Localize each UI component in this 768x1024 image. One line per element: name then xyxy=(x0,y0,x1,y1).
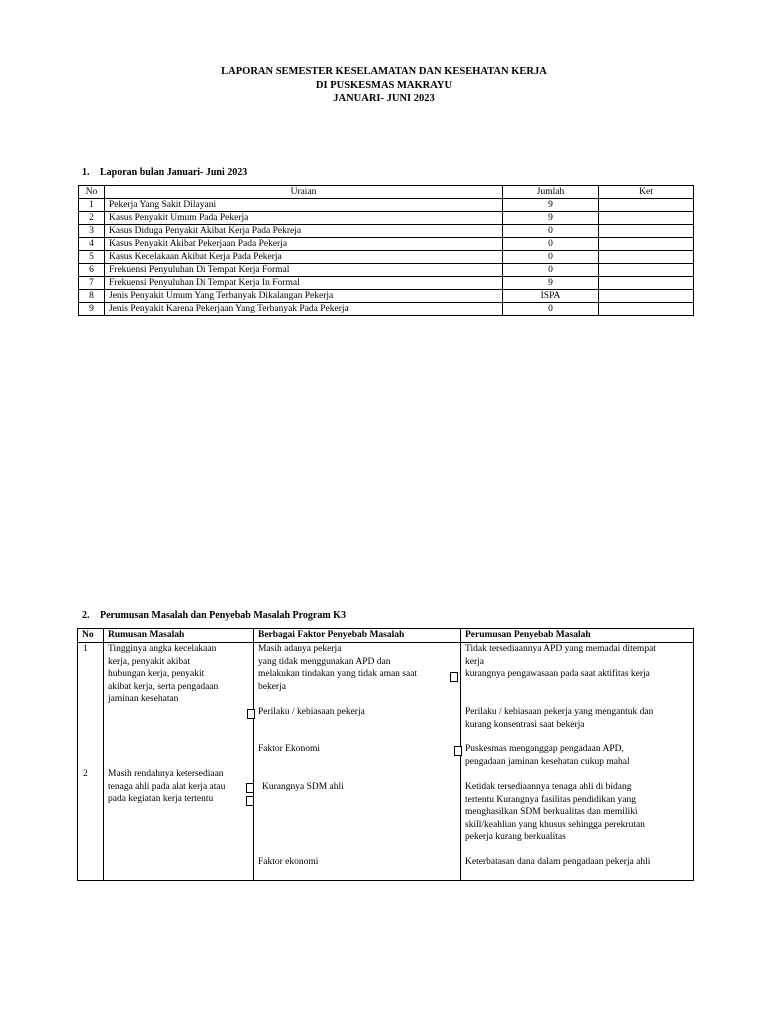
ket-cell xyxy=(599,238,694,251)
section-1-title: Laporan bulan Januari- Juni 2023 xyxy=(100,167,248,178)
uraian-cell: Jenis Penyakit Umum Yang Terbanyak Dikalangan Pekerja xyxy=(105,290,503,303)
col-header-no: No xyxy=(78,629,104,643)
row-number: 7 xyxy=(79,277,105,290)
table-row xyxy=(79,303,694,316)
checkbox-icon xyxy=(450,672,458,682)
jumlah-cell: 0 xyxy=(503,251,599,264)
table-row xyxy=(79,264,694,277)
perumusan-penyebab-3: Perilaku / kebiasaan pekerja yang mengantuk dan kurang konsentrasi saat bekerja xyxy=(465,707,654,730)
table-row xyxy=(79,251,694,264)
jumlah-cell: ISPA xyxy=(503,290,599,303)
faktor-penyebab-2: Perilaku / kebiasaan pekerja xyxy=(258,707,365,717)
row-number: 3 xyxy=(79,225,105,238)
table-row xyxy=(79,290,694,303)
jumlah-cell: 0 xyxy=(503,264,599,277)
table-header-row xyxy=(78,629,694,643)
ket-cell xyxy=(599,251,694,264)
no-cell xyxy=(78,643,104,881)
jumlah-cell: 0 xyxy=(503,303,599,316)
section-1-heading xyxy=(82,167,247,179)
ket-cell xyxy=(599,199,694,212)
ket-cell xyxy=(599,225,694,238)
col-header-faktor: Berbagai Faktor Penyebab Masalah xyxy=(254,629,461,643)
ket-cell xyxy=(599,303,694,316)
row-number-2: 2 xyxy=(83,769,88,779)
faktor-penyebab-4: Kurangnya SDM ahli xyxy=(262,782,344,792)
row-number: 2 xyxy=(79,212,105,225)
perumusan-penyebab-4: Puskesmas menganggap pengadaan APD, pengadaan jaminan kesehatan cukup mahal xyxy=(465,744,630,767)
uraian-cell: Frekuensi Penyuluhan Di Tempat Kerja Formal xyxy=(105,264,503,277)
faktor-penyebab-1: Masih adanya pekerja yang tidak menggunakan APD dan melakukan tindakan yang tidak aman saat bekerja xyxy=(258,644,418,692)
jumlah-cell: 0 xyxy=(503,238,599,251)
row-number: 6 xyxy=(79,264,105,277)
row-number: 1 xyxy=(79,199,105,212)
table-row xyxy=(79,199,694,212)
faktor-cell xyxy=(254,643,461,881)
jumlah-cell: 0 xyxy=(503,225,599,238)
problem-analysis-table xyxy=(77,628,694,881)
rumusan-cell xyxy=(104,643,254,881)
table-header-row xyxy=(79,186,694,199)
jumlah-cell: 9 xyxy=(503,199,599,212)
faktor-penyebab-3: Faktor Ekonomi xyxy=(258,744,321,754)
uraian-cell: Pekerja Yang Sakit Dilayani xyxy=(105,199,503,212)
ket-cell xyxy=(599,277,694,290)
title-line-2: DI PUSKESMAS MAKRAYU xyxy=(315,79,453,91)
col-header-penyebab: Perumusan Penyebab Masalah xyxy=(461,629,694,643)
jumlah-cell: 9 xyxy=(503,277,599,290)
section-2-heading xyxy=(82,610,346,622)
table-row xyxy=(79,277,694,290)
uraian-cell: Frekuensi Penyuluhan Di Tempat Kerja In Formal xyxy=(105,277,503,290)
monthly-report-table xyxy=(78,185,694,316)
row-number: 4 xyxy=(79,238,105,251)
uraian-cell: Jenis Penyakit Karena Pekerjaan Yang Terbanyak Pada Pekerja xyxy=(105,303,503,316)
col-header-no: No xyxy=(79,186,105,199)
row-number-1: 1 xyxy=(83,644,88,654)
report-title xyxy=(0,65,768,106)
col-header-rumusan: Rumusan Masalah xyxy=(104,629,254,643)
uraian-cell: Kasus Diduga Penyakit Akibat Kerja Pada Pekreja xyxy=(105,225,503,238)
perumusan-penyebab-1: Tidak tersediaannya APD yang memadai ditempat kerja xyxy=(465,644,656,667)
row-number: 9 xyxy=(79,303,105,316)
jumlah-cell: 9 xyxy=(503,212,599,225)
table-row xyxy=(78,643,694,881)
ket-cell xyxy=(599,290,694,303)
row-number: 5 xyxy=(79,251,105,264)
section-1-number: 1. xyxy=(82,167,90,178)
rumusan-masalah-1: Tingginya angka kecelakaan kerja, penyakit akibat hubungan kerja, penyakit akibat kerja, serta pengadaan jaminan kesehatan xyxy=(108,644,219,704)
title-line-1: LAPORAN SEMESTER KESELAMATAN DAN KESEHATAN KERJA xyxy=(221,66,547,77)
section-2-number: 2. xyxy=(82,610,90,621)
penyebab-cell xyxy=(461,643,694,881)
table-row xyxy=(79,225,694,238)
section-2-title: Perumusan Masalah dan Penyebab Masalah Program K3 xyxy=(100,610,346,621)
perumusan-penyebab-2: kurangnya pengawasaan pada saat aktifitas kerja xyxy=(465,669,650,679)
col-header-ket: Ket xyxy=(599,186,694,199)
table-row xyxy=(79,212,694,225)
ket-cell xyxy=(599,264,694,277)
uraian-cell: Kasus Kecelakaan Akibat Kerja Pada Pekerja xyxy=(105,251,503,264)
title-line-3: JANUARI- JUNI 2023 xyxy=(333,93,435,104)
faktor-penyebab-5: Faktor ekonomi xyxy=(258,857,319,867)
perumusan-penyebab-6: Keterbatasan dana dalam pengadaan pekerja ahli xyxy=(465,857,651,867)
rumusan-masalah-2: Masih rendahnya ketersediaan tenaga ahli pada alat kerja atau pada kegiatan kerja tertentu xyxy=(108,769,226,804)
row-number: 8 xyxy=(79,290,105,303)
table-row xyxy=(79,238,694,251)
checkbox-icon xyxy=(247,709,255,719)
perumusan-penyebab-5: Ketidak tersediaannya tenaga ahli di bidang tertentu Kurangnya fasilitas pendidikan yang menghasilkan SDM berkualitas dan memiliki skill/keahlian yang khusus sehingga perekrutan pekerja kurang berkualitas xyxy=(465,782,645,842)
uraian-cell: Kasus Penyakit Akibat Pekerjaan Pada Pekerja xyxy=(105,238,503,251)
ket-cell xyxy=(599,212,694,225)
uraian-cell: Kasus Penyakit Umum Pada Pekerja xyxy=(105,212,503,225)
col-header-jumlah: Jumlah xyxy=(503,186,599,199)
col-header-uraian: Uraian xyxy=(105,186,503,199)
